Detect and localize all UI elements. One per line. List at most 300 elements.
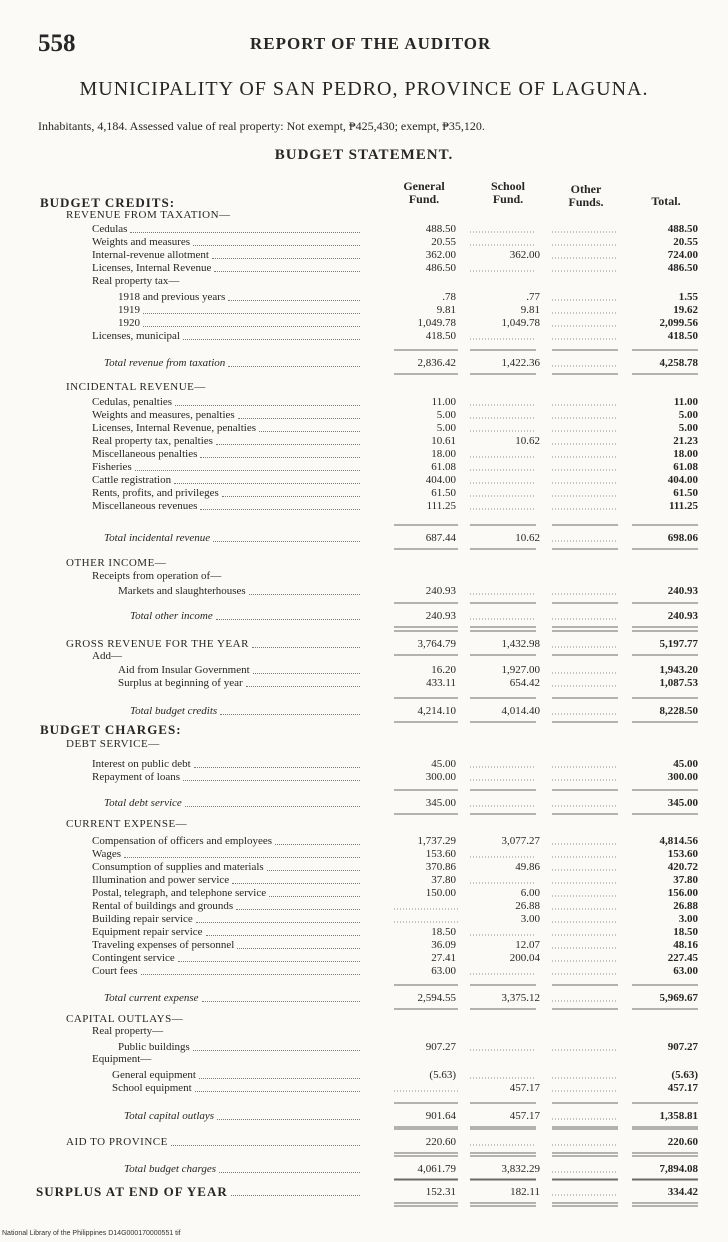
table-row bbox=[0, 886, 728, 900]
row-label bbox=[112, 1081, 362, 1095]
general-fund-value: 488.50 bbox=[425, 223, 456, 235]
table-row bbox=[0, 473, 728, 487]
row-label-text: 1919 bbox=[118, 304, 140, 316]
school-fund-value: 654.42 bbox=[509, 677, 540, 689]
table-row bbox=[0, 757, 728, 771]
row-label bbox=[92, 486, 362, 500]
row-label bbox=[124, 1109, 362, 1123]
total-value: 48.16 bbox=[673, 939, 698, 951]
row-label bbox=[92, 938, 362, 952]
column-header-general: General Fund. bbox=[403, 179, 445, 206]
table-row bbox=[0, 770, 728, 784]
total-value: 26.88 bbox=[673, 900, 698, 912]
general-fund-value: 5.00 bbox=[436, 422, 456, 434]
leader-dots bbox=[194, 767, 360, 768]
row-label bbox=[92, 649, 122, 663]
leader-dots bbox=[178, 961, 360, 962]
leader-dots bbox=[143, 313, 360, 314]
general-fund-value: 404.00 bbox=[425, 474, 456, 486]
general-fund-value: 61.08 bbox=[431, 461, 456, 473]
table-row bbox=[0, 991, 728, 1005]
general-fund-value: 36.09 bbox=[431, 939, 456, 951]
table-row bbox=[0, 676, 728, 690]
row-label bbox=[92, 447, 362, 461]
leader-dots bbox=[269, 896, 360, 897]
general-fund-value: 10.61 bbox=[431, 435, 456, 447]
total-value: 61.50 bbox=[673, 487, 698, 499]
total-value: 8,228.50 bbox=[659, 705, 698, 717]
general-fund-value: 9.81 bbox=[436, 304, 456, 316]
row-label-text: Real property tax— bbox=[92, 275, 180, 287]
row-label-text: Miscellaneous penalties bbox=[92, 448, 198, 460]
row-label bbox=[118, 584, 362, 598]
leader-dots bbox=[217, 1119, 360, 1120]
leader-dots bbox=[246, 686, 360, 687]
leader-dots bbox=[220, 714, 360, 715]
leader-dots bbox=[193, 1050, 360, 1051]
row-label bbox=[130, 704, 362, 718]
total-value: 488.50 bbox=[667, 223, 698, 235]
total-value: 45.00 bbox=[673, 758, 698, 770]
total-value: 486.50 bbox=[667, 262, 698, 274]
row-label-text: Miscellaneous revenues bbox=[92, 500, 198, 512]
leader-dots bbox=[231, 1195, 360, 1196]
table-row bbox=[0, 609, 728, 623]
table-row bbox=[0, 873, 728, 887]
table-row bbox=[0, 1068, 728, 1082]
row-label-text: Fisheries bbox=[92, 461, 132, 473]
table-row bbox=[0, 737, 728, 751]
table-row bbox=[0, 248, 728, 262]
leader-dots bbox=[232, 883, 360, 884]
table-row bbox=[0, 964, 728, 978]
table-row bbox=[0, 1162, 728, 1176]
table-row bbox=[0, 704, 728, 718]
general-fund-value: 687.44 bbox=[425, 532, 456, 544]
row-label-text: Internal-revenue allotment bbox=[92, 249, 209, 261]
general-fund-value: 61.50 bbox=[431, 487, 456, 499]
table-row bbox=[0, 329, 728, 343]
row-label bbox=[118, 663, 362, 677]
row-label bbox=[92, 222, 362, 236]
row-label-text: Weights and measures bbox=[92, 236, 191, 248]
total-value: 1.55 bbox=[678, 291, 698, 303]
row-label bbox=[66, 737, 160, 751]
total-value: 220.60 bbox=[667, 1136, 698, 1148]
row-label bbox=[118, 676, 362, 690]
general-fund-value: 1,049.78 bbox=[417, 317, 456, 329]
total-value: 907.27 bbox=[667, 1041, 698, 1053]
row-label-text: Court fees bbox=[92, 965, 138, 977]
total-value: 111.25 bbox=[668, 500, 698, 512]
leader-dots bbox=[213, 541, 360, 542]
total-value: 698.06 bbox=[667, 532, 698, 544]
table-row bbox=[0, 235, 728, 249]
row-label-text: Cattle registration bbox=[92, 474, 172, 486]
leader-dots bbox=[195, 1091, 360, 1092]
row-label-text: Rents, profits, and privileges bbox=[92, 487, 219, 499]
row-label bbox=[92, 873, 362, 887]
table-row bbox=[0, 899, 728, 913]
general-fund-value: 433.11 bbox=[426, 677, 456, 689]
school-fund-value: 457.17 bbox=[509, 1110, 540, 1122]
row-label-text: 1918 and previous years bbox=[118, 291, 226, 303]
table-row bbox=[0, 499, 728, 513]
general-fund-value: (5.63) bbox=[429, 1069, 456, 1081]
row-label-text: Traveling expenses of personnel bbox=[92, 939, 235, 951]
row-label bbox=[92, 395, 362, 409]
row-label-text: Equipment— bbox=[92, 1053, 152, 1065]
school-fund-value: 26.88 bbox=[515, 900, 540, 912]
total-value: 4,258.78 bbox=[659, 357, 698, 369]
row-label-text: Receipts from operation of— bbox=[92, 570, 222, 582]
table-row bbox=[0, 1109, 728, 1123]
row-label bbox=[130, 609, 362, 623]
school-fund-value: .77 bbox=[526, 291, 540, 303]
general-fund-value: 901.64 bbox=[425, 1110, 456, 1122]
leader-dots bbox=[135, 470, 360, 471]
row-label bbox=[118, 303, 362, 317]
school-fund-value: 49.86 bbox=[515, 861, 540, 873]
row-label bbox=[118, 290, 362, 304]
total-value: 240.93 bbox=[667, 585, 698, 597]
table-row bbox=[0, 912, 728, 926]
row-label-text: Consumption of supplies and materials bbox=[92, 861, 264, 873]
leader-dots bbox=[212, 258, 360, 259]
row-label bbox=[92, 757, 362, 771]
school-fund-value: 9.81 bbox=[520, 304, 540, 316]
total-value: 5,197.77 bbox=[659, 638, 698, 650]
table-row bbox=[0, 1024, 728, 1038]
leader-dots bbox=[214, 271, 360, 272]
table-row bbox=[0, 208, 728, 222]
table-row bbox=[0, 408, 728, 422]
total-value: 7,894.08 bbox=[659, 1163, 698, 1175]
general-fund-value: 907.27 bbox=[425, 1041, 456, 1053]
row-label bbox=[92, 899, 362, 913]
school-fund-value: 6.00 bbox=[520, 887, 540, 899]
row-label bbox=[92, 569, 221, 583]
row-label bbox=[92, 473, 362, 487]
table-row bbox=[0, 584, 728, 598]
row-label-text: Real property tax, penalties bbox=[92, 435, 213, 447]
row-label-text: OTHER INCOME— bbox=[66, 557, 167, 569]
general-fund-value: 37.80 bbox=[431, 874, 456, 886]
table-row bbox=[0, 649, 728, 663]
school-fund-value: 3,375.12 bbox=[501, 992, 540, 1004]
school-fund-value: 182.11 bbox=[510, 1186, 540, 1198]
table-row bbox=[0, 1135, 728, 1149]
leader-dots bbox=[228, 366, 360, 367]
leader-dots bbox=[216, 619, 360, 620]
row-label bbox=[92, 834, 362, 848]
total-value: 5.00 bbox=[678, 422, 698, 434]
row-label-text: CURRENT EXPENSE— bbox=[66, 818, 188, 830]
school-fund-value: 1,422.36 bbox=[501, 357, 540, 369]
row-label-text: Contingent service bbox=[92, 952, 175, 964]
school-fund-value: 3,832.29 bbox=[501, 1163, 540, 1175]
total-value: 1,358.81 bbox=[659, 1110, 698, 1122]
general-fund-value: 27.41 bbox=[431, 952, 456, 964]
row-label-text: Weights and measures, penalties bbox=[92, 409, 235, 421]
leader-dots bbox=[199, 1078, 360, 1079]
leader-dots bbox=[200, 457, 360, 458]
leader-dots bbox=[171, 1145, 360, 1146]
general-fund-value: 4,061.79 bbox=[417, 1163, 456, 1175]
table-row bbox=[0, 303, 728, 317]
leader-dots bbox=[130, 232, 360, 233]
total-value: 724.00 bbox=[667, 249, 698, 261]
row-label bbox=[92, 964, 362, 978]
leader-dots bbox=[185, 806, 360, 807]
row-label-text: Cedulas bbox=[92, 223, 128, 235]
general-fund-value: 63.00 bbox=[431, 965, 456, 977]
row-label-text: Surplus at beginning of year bbox=[118, 677, 243, 689]
row-label bbox=[92, 261, 362, 275]
general-fund-value: 345.00 bbox=[425, 797, 456, 809]
table-row bbox=[0, 925, 728, 939]
school-fund-value: 3.00 bbox=[520, 913, 540, 925]
row-label-text: Total current expense bbox=[104, 992, 199, 1004]
row-label bbox=[92, 1052, 151, 1066]
general-fund-value: 153.60 bbox=[425, 848, 456, 860]
municipality-title: MUNICIPALITY OF SAN PEDRO, PROVINCE OF LAGUNA. bbox=[79, 78, 649, 100]
table-row bbox=[0, 421, 728, 435]
leader-dots bbox=[175, 405, 360, 406]
total-value: 37.80 bbox=[673, 874, 698, 886]
table-row bbox=[0, 860, 728, 874]
row-label-text: BUDGET CHARGES: bbox=[40, 722, 182, 737]
row-label bbox=[66, 208, 231, 222]
row-label-text: Licenses, Internal Revenue, penalties bbox=[92, 422, 257, 434]
row-label-text: Total revenue from taxation bbox=[104, 357, 226, 369]
general-fund-value: 45.00 bbox=[431, 758, 456, 770]
row-label bbox=[92, 912, 362, 926]
table-row bbox=[0, 569, 728, 583]
leader-dots bbox=[141, 974, 360, 975]
total-value: 18.00 bbox=[673, 448, 698, 460]
total-value: 5.00 bbox=[678, 409, 698, 421]
table-row bbox=[0, 274, 728, 288]
inhabitants-line: Inhabitants, 4,184. Assessed value of real property: Not exempt, ₱425,430; exempt, ₱35,120. bbox=[38, 119, 485, 133]
school-fund-value: 457.17 bbox=[509, 1082, 540, 1094]
total-value: 2,099.56 bbox=[659, 317, 698, 329]
general-fund-value: 1,737.29 bbox=[417, 835, 456, 847]
column-header-total: Total. bbox=[651, 194, 681, 208]
leader-dots bbox=[259, 431, 360, 432]
leader-dots bbox=[253, 673, 360, 674]
total-value: 4,814.56 bbox=[659, 835, 698, 847]
row-label-text: Total debt service bbox=[104, 797, 182, 809]
table-row bbox=[0, 486, 728, 500]
footer-note: National Library of the Philippines D14G000170000551 tif bbox=[2, 1230, 181, 1237]
row-label-text: Cedulas, penalties bbox=[92, 396, 173, 408]
school-fund-value: 1,432.98 bbox=[501, 638, 540, 650]
school-fund-value: 10.62 bbox=[515, 435, 540, 447]
row-label-text: CAPITAL OUTLAYS— bbox=[66, 1013, 184, 1025]
leader-dots bbox=[228, 300, 360, 301]
table-row bbox=[0, 316, 728, 330]
table-row bbox=[0, 723, 728, 737]
row-label bbox=[104, 531, 362, 545]
table-row bbox=[0, 261, 728, 275]
school-fund-value: 3,077.27 bbox=[501, 835, 540, 847]
general-fund-value: 486.50 bbox=[425, 262, 456, 274]
row-label-text: Add— bbox=[92, 650, 122, 662]
general-fund-value: 300.00 bbox=[425, 771, 456, 783]
table-row bbox=[0, 847, 728, 861]
total-value: 345.00 bbox=[667, 797, 698, 809]
total-value: 404.00 bbox=[667, 474, 698, 486]
row-label bbox=[92, 460, 362, 474]
total-value: 63.00 bbox=[673, 965, 698, 977]
general-fund-value: 18.50 bbox=[431, 926, 456, 938]
total-value: 1,087.53 bbox=[659, 677, 698, 689]
table-row bbox=[0, 1081, 728, 1095]
school-fund-value: 362.00 bbox=[509, 249, 540, 261]
table-row bbox=[0, 460, 728, 474]
leader-dots bbox=[183, 339, 360, 340]
row-label bbox=[92, 408, 362, 422]
total-value: 3.00 bbox=[678, 913, 698, 925]
table-row bbox=[0, 834, 728, 848]
general-fund-value: 111.25 bbox=[426, 500, 456, 512]
row-label-text: Licenses, municipal bbox=[92, 330, 180, 342]
general-fund-value: 418.50 bbox=[425, 330, 456, 342]
column-header-school: School Fund. bbox=[490, 179, 525, 206]
leader-dots bbox=[222, 496, 360, 497]
total-value: 5,969.67 bbox=[659, 992, 698, 1004]
table-row bbox=[0, 1185, 728, 1199]
row-label-text: BUDGET CREDITS: bbox=[40, 195, 176, 210]
row-label bbox=[66, 380, 206, 394]
total-value: 18.50 bbox=[673, 926, 698, 938]
leader-dots bbox=[124, 857, 360, 858]
row-label-text: Equipment repair service bbox=[92, 926, 203, 938]
school-fund-value: 4,014.40 bbox=[501, 705, 540, 717]
table-row bbox=[0, 531, 728, 545]
row-label-text: GROSS REVENUE FOR THE YEAR bbox=[66, 638, 249, 650]
row-label-text: Interest on public debt bbox=[92, 758, 191, 770]
row-label-text: Wages bbox=[92, 848, 122, 860]
row-label bbox=[66, 1135, 362, 1149]
school-fund-value: 200.04 bbox=[509, 952, 540, 964]
row-label bbox=[124, 1162, 362, 1176]
total-value: (5.63) bbox=[671, 1069, 698, 1081]
row-label-text: Total budget credits bbox=[130, 705, 218, 717]
table-row bbox=[0, 222, 728, 236]
table-row bbox=[0, 290, 728, 304]
row-label-text: Rental of buildings and grounds bbox=[92, 900, 234, 912]
leader-dots bbox=[216, 444, 360, 445]
row-label bbox=[112, 1068, 362, 1082]
table-row bbox=[0, 951, 728, 965]
row-label bbox=[118, 316, 362, 330]
school-fund-value: 10.62 bbox=[515, 532, 540, 544]
general-fund-value: 240.93 bbox=[425, 585, 456, 597]
row-label bbox=[36, 1185, 362, 1199]
row-label-text: REVENUE FROM TAXATION— bbox=[66, 209, 231, 221]
row-label-text: AID TO PROVINCE bbox=[66, 1136, 168, 1148]
leader-dots bbox=[238, 418, 360, 419]
table-row bbox=[0, 817, 728, 831]
school-fund-value: 1,927.00 bbox=[501, 664, 540, 676]
leader-dots bbox=[267, 870, 360, 871]
leader-dots bbox=[196, 922, 360, 923]
row-label-text: Markets and slaughterhouses bbox=[118, 585, 246, 597]
row-label-text: Licenses, Internal Revenue bbox=[92, 262, 212, 274]
row-label bbox=[40, 723, 182, 737]
table-row bbox=[0, 1052, 728, 1066]
row-label bbox=[92, 925, 362, 939]
statement-title: BUDGET STATEMENT. bbox=[274, 147, 454, 163]
general-fund-value: 150.00 bbox=[425, 887, 456, 899]
row-label bbox=[66, 817, 187, 831]
row-label bbox=[92, 248, 362, 262]
row-label bbox=[104, 356, 362, 370]
row-label bbox=[92, 951, 362, 965]
general-fund-value: .78 bbox=[442, 291, 456, 303]
general-fund-value: 2,836.42 bbox=[417, 357, 456, 369]
row-label bbox=[104, 796, 362, 810]
row-label-text: Aid from Insular Government bbox=[118, 664, 250, 676]
total-value: 11.00 bbox=[673, 396, 698, 408]
total-value: 21.23 bbox=[673, 435, 698, 447]
row-label-text: Postal, telegraph, and telephone service bbox=[92, 887, 267, 899]
row-label bbox=[92, 860, 362, 874]
row-label bbox=[92, 274, 179, 288]
row-label-text: 1920 bbox=[118, 317, 140, 329]
leader-dots bbox=[206, 935, 360, 936]
leader-dots bbox=[252, 647, 360, 648]
table-row bbox=[0, 434, 728, 448]
row-label-text: INCIDENTAL REVENUE— bbox=[66, 381, 206, 393]
row-label-text: Total other income bbox=[130, 610, 213, 622]
total-value: 19.62 bbox=[673, 304, 698, 316]
row-label bbox=[92, 886, 362, 900]
row-label-text: Compensation of officers and employees bbox=[92, 835, 273, 847]
total-value: 61.08 bbox=[673, 461, 698, 473]
leader-dots bbox=[249, 594, 360, 595]
total-value: 240.93 bbox=[667, 610, 698, 622]
school-fund-value: 1,049.78 bbox=[501, 317, 540, 329]
row-label-text: DEBT SERVICE— bbox=[66, 738, 160, 750]
total-value: 300.00 bbox=[667, 771, 698, 783]
page-number: 558 bbox=[38, 30, 76, 57]
general-fund-value: 370.86 bbox=[425, 861, 456, 873]
leader-dots bbox=[237, 948, 360, 949]
table-row bbox=[0, 556, 728, 570]
row-label bbox=[92, 329, 362, 343]
total-value: 156.00 bbox=[667, 887, 698, 899]
general-fund-value: 2,594.55 bbox=[417, 992, 456, 1004]
leader-dots bbox=[193, 245, 360, 246]
row-label bbox=[92, 434, 362, 448]
table-row bbox=[0, 938, 728, 952]
general-fund-value: 220.60 bbox=[425, 1136, 456, 1148]
total-value: 20.55 bbox=[673, 236, 698, 248]
row-label bbox=[92, 421, 362, 435]
row-label bbox=[66, 556, 166, 570]
row-label-text: Public buildings bbox=[118, 1041, 190, 1053]
row-label-text: School equipment bbox=[112, 1082, 192, 1094]
row-label-text: Repayment of loans bbox=[92, 771, 180, 783]
general-fund-value: 3,764.79 bbox=[417, 638, 456, 650]
total-value: 1,943.20 bbox=[659, 664, 698, 676]
school-fund-value: 12.07 bbox=[515, 939, 540, 951]
table-row bbox=[0, 380, 728, 394]
leader-dots bbox=[200, 509, 360, 510]
